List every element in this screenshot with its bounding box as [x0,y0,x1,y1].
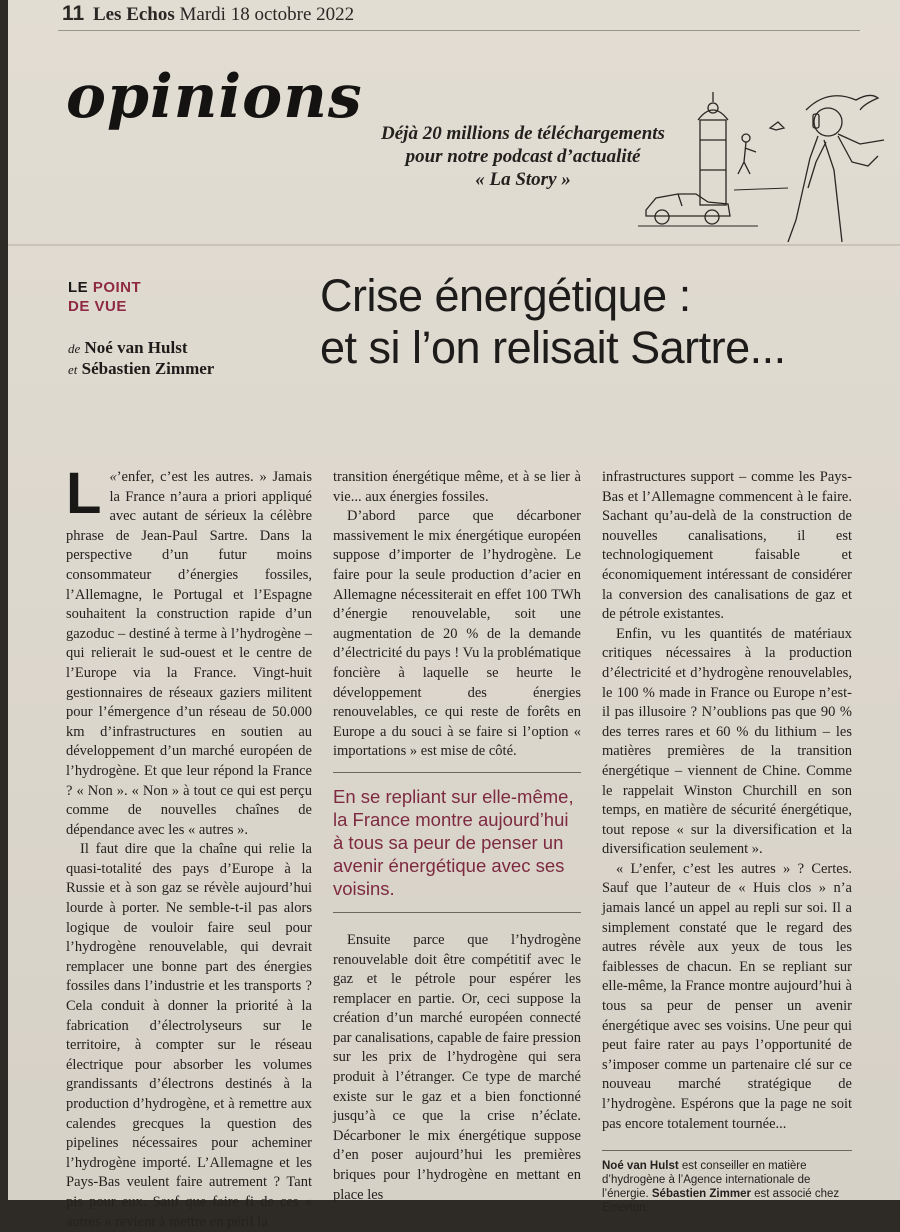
drop-cap: L [66,461,102,526]
bio-name: Sébastien Zimmer [651,1188,751,1201]
headline-line: et si l’on relisait Sartre... [320,322,786,373]
car-icon [646,194,730,224]
section-title: opinions [66,62,363,132]
header-divider [8,244,900,246]
body-paragraph: « L’enfer, c’est les autres » ? Certes. Sauf que l’auteur de « Huis clos » n’a jamais lancé un appel au repli sur soi. Il a simplement constaté que le regard des autres révèle aux yeux de tous les faiblesses de chacun. En se repliant sur elle-même, la France montre aujourd’hui à tous sa peur de penser un avenir énergétique avec ses voisins. Une peur qui peut faire rater au pays l’opportunité de s’imposer comme un partenaire clé sur ce nouveau marché stratégique de l’hydrogène. Espérons que la page ne soit pas encore totalement tournée... [602,860,852,1132]
headline-line: Crise énergétique : [320,270,691,321]
kicker-word: POINT [92,279,142,296]
newspaper-name: Les Echos [92,4,175,25]
body-column-3 [602,468,852,1215]
body-column-1 [66,461,312,1230]
promo-line: Déjà 20 millions de téléchargements [381,123,665,144]
author-name: Noé van Hulst [84,338,188,357]
bio-text: est associé chez Emerton. [602,1188,840,1215]
bio-name: Noé van Hulst [602,1160,679,1173]
body-paragraph: D’abord parce que décarboner massivement le mix énergétique européen suppose d’importer de l’hydrogène. Le faire pour la seule production d’acier en Allemagne nécessiterait en effet 100 TWh d’énergie renouvelable, soit une augmentation de 20 % de la demande d’électricité du pays ! Vu la problématique foncière à laquelle se heurte le développement des énergies renouvelables, ce qui reste de forêts en Europe a du souci à se faire si l’option « importations » est mise de côté. [333,508,581,760]
promo-line: « La Story » [475,169,571,190]
bird-icon [770,122,784,130]
kicker-word: DE VUE [68,298,127,315]
body-paragraph: transition énergétique même, et à se lier à vie... aux énergies fossiles. [333,469,581,505]
kiosk-icon [698,92,728,205]
body-paragraph: Ensuite parce que l’hydrogène renouvelable doit être compétitif avec le gaz et le pétrole pour espérer les remplacer en partie. Or, ceci suppose la création d’un marché européen connecté par canalisations, capable de faire pression sur les prix de l’hydrogène qui sera produit à l’étranger. Ce type de marché existe sur le gaz et a bien fonctionné jusqu’à ce que la crise n’éclate. Décarboner le mix énergétique suppose d’en poser aujourd’hui les premières briques pour l’hydrogène en mettant en place les [333,931,582,1203]
promo-line: pour notre podcast d’actualité [405,146,641,167]
page-folio [62,2,354,26]
article-headline [320,270,880,374]
header-illustration [638,70,888,245]
author-bio [602,1150,852,1215]
body-paragraph: infrastructures support – comme les Pays-Bas et l’Allemagne commencent à le faire. Sachant qu’au-delà de la construction de nouvelles canalisations, il est technologiquement faisable et économiquement intéressant de considérer la conversion des canalisations de gaz et de pétrole existantes. [602,469,852,623]
bio-text: est conseiller en matière d’hydrogène à l’Agence internationale de l’énergie. [602,1160,811,1201]
kicker-word: LE [68,279,89,296]
byline-prefix: et [68,362,78,377]
body-column-2 [333,468,582,1203]
byline [68,338,214,380]
man-with-headphones-icon [788,95,884,242]
issue-date: Mardi 18 octobre 2022 [179,4,355,25]
body-paragraph: L «’enfer, c’est les autres. » Jamais la France n’aura a priori appliqué avec autant de sérieux la célèbre phrase de Jean-Paul Sartre. Dans la perspective d’un futur moins consommateur d’énergies fossiles, l’Allemagne, le Portugal et l’Espagne souhaitent la construction rapide d’un gazoduc – destiné à terme à l’hydrogène – qui relierait le sud-ouest et le centre de l’Europe via la France. Vingt-huit gestionnaires de réseaux gaziers militent pour l’émergence d’un réseau de 50.000 km d’infrastructures en soutien au développement d’un marché européen de l’hydrogène. Et que leur répond la France ? « Non ». « Non » à tout ce qui est perçu comme de nouvelles chaînes de dépendance avec les « autres ». [66,461,312,838]
page-number: 11 [62,2,85,25]
author-name: Sébastien Zimmer [81,359,215,378]
article-kicker [68,278,141,316]
body-paragraph: Il faut dire que la chaîne qui relie la quasi-totalité des pays d’Europe à la Russie et à son gaz se révèle aujourd’hui lourde à porter. Ne semble-t-il pas alors logique de vouloir faire seul pour l’hydrogène renouvelable, qui devrait remplacer une bonne part des énergies fossiles dans l’industrie et les transports ? Cela conduit à donner la priorité à la fabrication d’électrolyseurs sur le territoire, à compter sur le réseau électrique pour absorber les volumes grandissants d’électrons destinés à la production d’hydrogène, et à remettre aux calendes grecques la question des pipelines nécessaires pour acheminer l’hydrogène importé. L’Allemagne et les Pays-Bas veulent faire autrement ? Tant pis pour eux. Sauf que faire fi de ces « autres » revient à mettre en péril la [66,841,312,1230]
body-paragraph: Enfin, vu les quantités de matériaux critiques nécessaires à la production d’électricité et d’hydrogène renouvelables, le 100 % made in France ou Europe n’est-il pas illusoire ? N’oublions pas que 90 % des terres rares et 60 % du lithium – les matières premières de la transition énergétique – viennent de Chine. Comme le rappelait Winston Churchill en son temps, en matière de sécurité énergétique, tout repose « sur la diversification et la diversification seulement ». [602,625,852,858]
top-rule [58,30,860,31]
byline-prefix: de [68,341,81,356]
walker-icon [738,134,756,174]
newspaper-page [8,0,900,1230]
pull-quote: En se repliant sur elle-même, la France montre aujourd’hui à tous sa peur de penser un avenir énergétique avec ses voisins. [333,772,581,913]
